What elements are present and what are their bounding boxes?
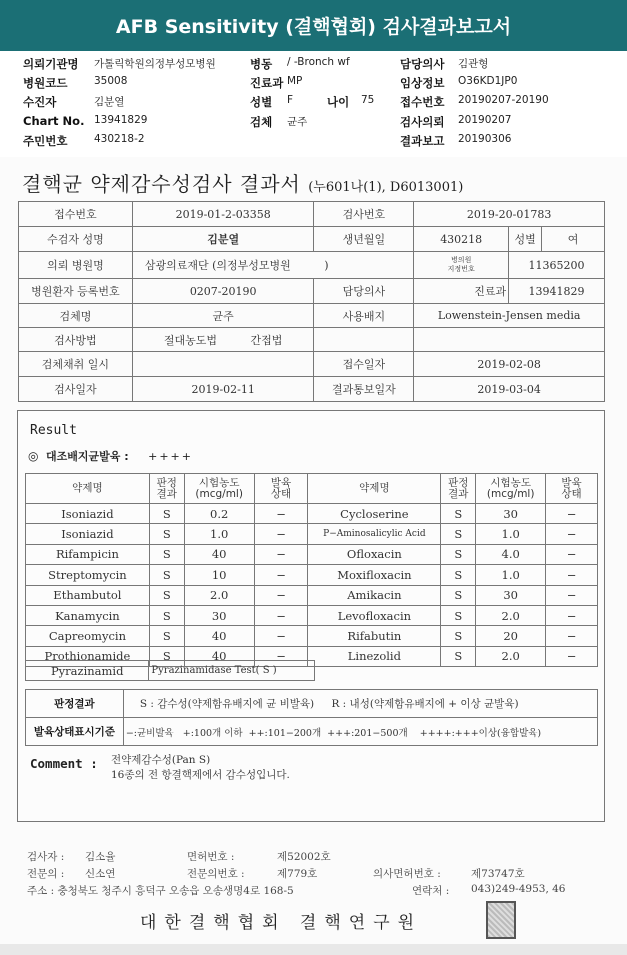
judge-legend: [123, 690, 597, 718]
sex-label: 성별: [250, 95, 273, 109]
cell-value: 여: [542, 227, 605, 252]
cell-empty: [132, 352, 314, 377]
cell-label: 진료과: [414, 279, 509, 304]
table-row: [19, 377, 605, 402]
pyrazinamide-table: [25, 660, 315, 681]
table-row: [26, 544, 598, 564]
header-growth-1: 발육: [561, 476, 582, 489]
header-growth-2: 상태: [561, 487, 582, 500]
cell-drug: Ethambutol: [26, 585, 150, 605]
cell-growth: −: [254, 585, 308, 605]
cell-value: 2019-02-11: [132, 377, 314, 402]
cell-value: 균주: [132, 304, 314, 328]
report-title: AFB Sensitivity (결핵협회) 검사결과보고서: [115, 16, 512, 38]
cell-conc: 10: [184, 565, 254, 585]
cell-conc: 2.0: [476, 605, 546, 625]
cell-label: 검체채취 일시: [19, 352, 133, 377]
cell-value: 2019-01-2-03358: [132, 202, 314, 227]
designation-label-1: 병의원: [451, 256, 472, 264]
info-row-1: [0, 56, 627, 73]
institution-value: 가톨릭학원의정부성모병원: [94, 58, 216, 70]
chart-label: Chart No.: [23, 114, 85, 128]
comment-line-1: 전약제감수성(Pan S): [111, 754, 211, 766]
table-row: [26, 690, 598, 718]
phone-value: 043)249-4953, 46: [471, 883, 566, 895]
cell-result: S: [149, 504, 184, 524]
cell-drug: P−Aminosalicylic Acid: [308, 524, 441, 544]
cell-result: S: [149, 585, 184, 605]
header-judge-1: 판정: [448, 476, 469, 489]
clinical-value: O36KD1JP0: [458, 75, 518, 87]
institution-label: 의뢰기관명: [23, 57, 79, 71]
cell-result: S: [149, 646, 184, 666]
cell-label: 검체명: [19, 304, 133, 328]
examiner-name: 김소율: [85, 851, 116, 863]
chart-value: 13941829: [94, 114, 148, 126]
table-row: [26, 504, 598, 524]
cell-growth: −: [546, 504, 598, 524]
info-row-2: [0, 75, 627, 92]
table-row: [26, 661, 315, 681]
cell-result: S: [149, 565, 184, 585]
cell-drug: Capreomycin: [26, 626, 150, 646]
header-growth: [254, 474, 308, 504]
cell-value: [132, 328, 314, 352]
doctor-license-label: 의사면허번호 :: [373, 868, 441, 880]
comment-text: [111, 753, 290, 783]
header-judge-1: 판정: [156, 476, 177, 489]
spec-license-value: 제779호: [277, 868, 318, 880]
report-value: 20190306: [458, 133, 512, 145]
header-conc: [476, 474, 546, 504]
cell-conc: 30: [476, 585, 546, 605]
cell-label: 결과통보일자: [314, 377, 414, 402]
table-row: [19, 352, 605, 377]
cell-conc: 20: [476, 626, 546, 646]
header-judge: [441, 474, 476, 504]
cell-growth: −: [546, 565, 598, 585]
rrn-label: 주민번호: [23, 134, 68, 148]
document-title-text: 결핵균 약제감수성검사 결과서: [22, 172, 301, 196]
table-row: [26, 626, 598, 646]
cell-conc: 40: [184, 626, 254, 646]
request-value: 20190207: [458, 114, 512, 126]
cell-result: S: [149, 626, 184, 646]
clinical-label: 임상정보: [400, 76, 445, 90]
colony-grade: ++++: [148, 450, 193, 463]
cell-conc: 40: [184, 646, 254, 666]
cell-drug: Streptomycin: [26, 565, 150, 585]
cell-conc: 1.0: [476, 524, 546, 544]
method-indirect: 간접법: [250, 333, 283, 347]
table-header-row: [26, 474, 598, 504]
cell-label: [414, 252, 509, 279]
dept-label: 진료과: [250, 76, 284, 90]
table-row: [26, 605, 598, 625]
footer-specialist: [27, 866, 607, 882]
table-row: [19, 279, 605, 304]
document-title: [22, 168, 463, 197]
table-row: [19, 328, 605, 352]
report-header: [0, 0, 627, 51]
header-conc-2: (mcg/ml): [486, 487, 535, 500]
cell-growth: −: [546, 646, 598, 666]
cell-label: 검사일자: [19, 377, 133, 402]
cell-conc: 4.0: [476, 544, 546, 564]
cell-label: 의뢰 병원명: [19, 252, 133, 279]
age-label: 나이: [327, 95, 350, 109]
cell-conc: 2.0: [476, 646, 546, 666]
designation-label-2: 지정번호: [447, 265, 475, 273]
cell-drug: Rifabutin: [308, 626, 441, 646]
footer-examiner: [27, 849, 607, 865]
age-value: 75: [361, 94, 375, 106]
cell-drug: Isoniazid: [26, 524, 150, 544]
hospital-name: 삼광의료재단 (의정부성모병원: [144, 259, 291, 272]
cell-drug: Isoniazid: [26, 504, 150, 524]
cell-drug: Levofloxacin: [308, 605, 441, 625]
patient-label: 수진자: [23, 95, 57, 109]
hospital-name-close: ): [324, 259, 329, 272]
cell-drug: Moxifloxacin: [308, 565, 441, 585]
growth-legend-label: 발육상태표시기준: [26, 718, 124, 746]
info-row-4: [0, 114, 627, 131]
sex-value: F: [287, 94, 294, 106]
growth-legend: −:균비발육 +:100개 이하 ++:101−200개 +++:201−500개 ++++:+++이상(융합발육): [123, 718, 597, 746]
cell-growth: −: [546, 524, 598, 544]
table-row: [26, 585, 598, 605]
cell-label: 검사방법: [19, 328, 133, 352]
cell-drug: Prothionamide: [26, 646, 150, 666]
cell-result: S: [149, 524, 184, 544]
cell-drug: Cycloserine: [308, 504, 441, 524]
table-row: [19, 304, 605, 328]
cell-label: 접수번호: [19, 202, 133, 227]
doctor-license-value: 제73747호: [471, 868, 525, 880]
patient-value: 김분열: [94, 96, 125, 108]
cell-value: 13941829: [509, 279, 605, 304]
header-conc-1: 시험농도: [490, 476, 531, 489]
specimen-label: 검체: [250, 115, 273, 129]
cell-value: 2019-20-01783: [414, 202, 605, 227]
result-section: [17, 410, 605, 822]
pza-drug: Pyrazinamid: [26, 661, 149, 681]
cell-label: 병원환자 등록번호: [19, 279, 133, 304]
cell-label: 담당의사: [314, 279, 414, 304]
cell-value: 11365200: [509, 252, 605, 279]
cell-value: 김분열: [132, 227, 314, 252]
cell-growth: −: [254, 524, 308, 544]
cell-label: 검사번호: [314, 202, 414, 227]
header-growth: [546, 474, 598, 504]
cell-conc: 40: [184, 544, 254, 564]
cell-value: [132, 252, 413, 279]
doctor-value: 김관형: [458, 58, 489, 70]
cell-label: 접수일자: [314, 352, 414, 377]
cell-growth: −: [546, 585, 598, 605]
cell-drug: Linezolid: [308, 646, 441, 666]
cell-result: S: [441, 565, 476, 585]
table-row: [19, 227, 605, 252]
cell-value: Lowenstein-Jensen media: [414, 304, 605, 328]
cell-result: S: [441, 544, 476, 564]
table-row: [26, 718, 598, 746]
cell-growth: −: [546, 544, 598, 564]
judge-legend-label: 판정결과: [26, 690, 124, 718]
cell-label: 생년월일: [314, 227, 414, 252]
cell-value: 0207-20190: [132, 279, 314, 304]
doctor-label: 담당의사: [400, 57, 445, 71]
receipt-value: 20190207-20190: [458, 94, 549, 106]
cell-result: S: [441, 585, 476, 605]
table-row: [19, 202, 605, 227]
table-row: [26, 524, 598, 544]
comment-line-2: 16종의 전 항결핵제에서 감수성입니다.: [111, 769, 290, 781]
cell-growth: −: [254, 565, 308, 585]
header-judge-2: 결과: [156, 487, 177, 500]
cell-result: S: [441, 504, 476, 524]
header-judge-2: 결과: [448, 487, 469, 500]
document-code: (누601나(1), D6013001): [308, 180, 464, 195]
table-row: [19, 252, 605, 279]
patient-info-table: [18, 201, 605, 402]
ward-label: 병동: [250, 57, 273, 71]
official-seal-icon: [486, 901, 516, 939]
hospital-code-value: 35008: [94, 75, 128, 87]
ward-value: / -Bronch wf: [287, 56, 350, 68]
hospital-code-label: 병원코드: [23, 76, 68, 90]
cell-result: S: [149, 544, 184, 564]
cell-growth: −: [546, 605, 598, 625]
legend-table: [25, 689, 598, 746]
cell-conc: 1.0: [184, 524, 254, 544]
header-drug: 약제명: [308, 474, 441, 504]
address: 주소 : 충청북도 청주시 흥덕구 오송읍 오송생명4로 168-5: [27, 885, 294, 897]
cell-conc: 30: [184, 605, 254, 625]
info-row-5: [0, 133, 627, 150]
cell-drug: Ofloxacin: [308, 544, 441, 564]
header-growth-1: 발육: [270, 476, 292, 489]
header-drug: 약제명: [26, 474, 150, 504]
colony-label: 대조배지균발육 :: [45, 450, 129, 463]
cell-conc: 2.0: [184, 585, 254, 605]
result-title: Result: [30, 423, 77, 438]
cell-drug: Kanamycin: [26, 605, 150, 625]
cell-drug: Rifampicin: [26, 544, 150, 564]
judge-r: R : 내성(약제함유배지에 + 이상 균발육): [331, 698, 519, 710]
spec-license-label: 전문의번호 :: [187, 868, 245, 880]
cell-empty: [414, 328, 605, 352]
cell-label: 수검자 성명: [19, 227, 133, 252]
cell-value: 430218: [414, 227, 509, 252]
header-conc-2: (mcg/ml): [195, 487, 243, 500]
cell-result: S: [441, 524, 476, 544]
cell-growth: −: [254, 544, 308, 564]
cell-result: S: [441, 646, 476, 666]
circle-bullet-icon: ◎: [28, 449, 39, 463]
table-row: [26, 565, 598, 585]
header-conc-1: 시험농도: [198, 476, 240, 489]
pza-test: Pyrazinamidase Test( S ): [149, 661, 315, 681]
cell-label: 사용배지: [314, 304, 414, 328]
rrn-value: 430218-2: [94, 133, 145, 145]
cell-result: S: [441, 626, 476, 646]
cell-value: 2019-03-04: [414, 377, 605, 402]
cell-growth: −: [254, 646, 308, 666]
license-label: 면허번호 :: [187, 851, 235, 863]
dept-value: MP: [287, 75, 303, 87]
cell-value: 2019-02-08: [414, 352, 605, 377]
footer-address: [27, 883, 607, 899]
examiner-label: 검사자 :: [27, 851, 65, 863]
cell-growth: −: [254, 626, 308, 646]
header-growth-2: 상태: [270, 487, 292, 500]
report-label: 결과보고: [400, 134, 445, 148]
drug-rows: [26, 504, 598, 667]
cell-result: S: [441, 605, 476, 625]
scroll-edge: [0, 944, 627, 955]
header-judge: [149, 474, 184, 504]
organization-name: 대한결핵협회 결핵연구원: [140, 913, 423, 933]
phone-label: 연락처 :: [412, 885, 450, 897]
specialist-label: 전문의 :: [27, 868, 65, 880]
cell-label: 성별: [509, 227, 542, 252]
cell-growth: −: [254, 504, 308, 524]
cell-conc: 0.2: [184, 504, 254, 524]
header-conc: [184, 474, 254, 504]
cell-result: S: [149, 605, 184, 625]
judge-s: S : 감수성(약제함유배지에 균 비발육): [139, 698, 315, 710]
license-value: 제52002호: [277, 851, 331, 863]
cell-growth: −: [254, 605, 308, 625]
specimen-value: 균주: [287, 116, 308, 128]
cell-conc: 1.0: [476, 565, 546, 585]
cell-empty: [314, 328, 414, 352]
cell-conc: 30: [476, 504, 546, 524]
cell-growth: −: [546, 626, 598, 646]
cell-drug: Amikacin: [308, 585, 441, 605]
method-absolute: 절대농도법: [163, 333, 218, 347]
order-info: [0, 53, 627, 155]
receipt-label: 접수번호: [400, 95, 445, 109]
control-colony: [28, 448, 193, 464]
request-label: 검사의뢰: [400, 115, 445, 129]
comment-label: Comment :: [30, 756, 98, 771]
specialist-name: 신소연: [85, 868, 116, 880]
info-row-3: [0, 94, 627, 111]
susceptibility-table: [25, 473, 598, 667]
